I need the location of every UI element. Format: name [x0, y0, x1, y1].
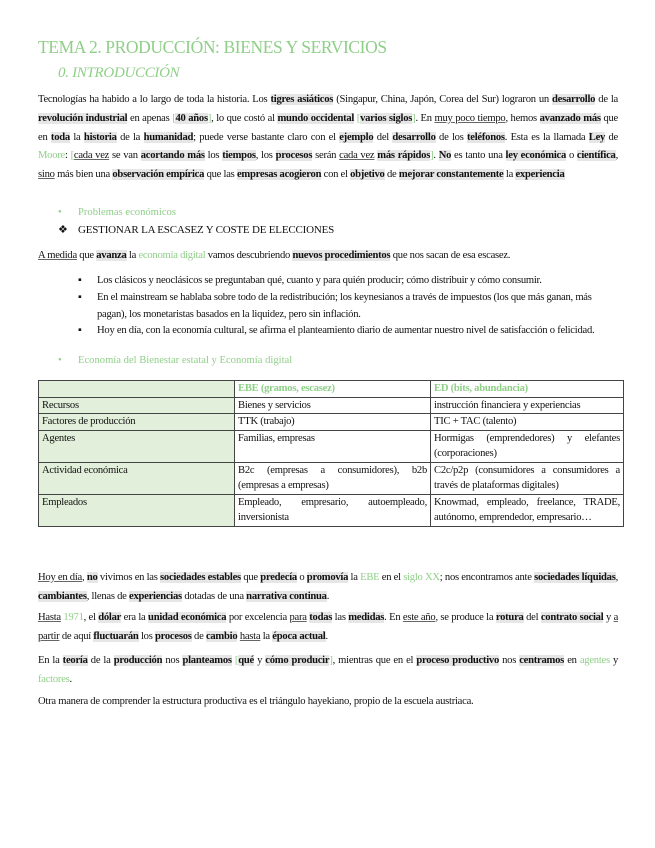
- text-run: nos: [162, 655, 183, 666]
- bold-term: experiencia: [515, 169, 565, 181]
- text-run: y: [609, 655, 619, 666]
- bold-term: fluctuarán: [93, 630, 139, 642]
- bullet-heading: [58, 207, 176, 218]
- table-row: [39, 430, 624, 462]
- bold-term: humanidad: [143, 131, 194, 143]
- underlined-text: este año: [402, 612, 436, 623]
- underlined-text: a partir: [38, 612, 619, 642]
- bold-term: avanzado más: [539, 112, 601, 124]
- text-run: se van: [109, 150, 141, 162]
- table-cell: TTK (trabajo): [235, 414, 431, 431]
- text-run: que: [240, 572, 261, 583]
- bold-term: ley económica: [505, 150, 567, 162]
- text-run: ; puede verse bastante claro con el: [193, 131, 340, 143]
- text-run: de aquí: [59, 630, 94, 642]
- highlighted-term: agentes: [579, 655, 610, 666]
- text-run: .: [325, 630, 328, 642]
- text-run: de: [605, 131, 618, 143]
- bold-term: cómo producir: [265, 655, 330, 666]
- bold-term: procesos: [275, 150, 313, 162]
- bold-term: desarrollo: [552, 94, 596, 105]
- text-run: la: [348, 572, 361, 583]
- text-run: la: [69, 131, 84, 143]
- square-bullet-icon: ▪: [78, 325, 82, 336]
- bold-term: teoría: [62, 655, 88, 666]
- text-run: , mientras que en el: [332, 655, 417, 666]
- table-row: [39, 414, 624, 431]
- table-cell: Agentes: [39, 430, 235, 462]
- underlined-text: cada vez: [339, 150, 375, 162]
- text-run: de: [191, 630, 206, 642]
- table-header-cell: EBE (gramos, escasez): [235, 381, 431, 398]
- highlighted-term: [: [356, 112, 361, 124]
- diamond-bullet-icon: ❖: [58, 224, 68, 236]
- text-run: que en: [38, 112, 618, 143]
- highlighted-term: factores: [38, 673, 70, 685]
- table-row: [39, 494, 624, 526]
- table-cell: Familias, empresas: [235, 430, 431, 462]
- text-run: .: [69, 673, 72, 685]
- bold-term: revolución industrial: [38, 112, 128, 124]
- list-item-text: Hoy en día, con la economía cultural, se afirma el planteamiento diario de aumentar nuestro nivel de satisfacción o felicidad.: [97, 325, 595, 336]
- text-run: con el: [321, 169, 351, 181]
- text-run: o: [296, 572, 307, 583]
- bullet-heading: [58, 355, 292, 366]
- text-run: en: [564, 655, 580, 666]
- table-cell: C2c/p2p (consumidores a consumidores a través de plataformas digitales): [431, 462, 624, 494]
- text-run: , el: [83, 612, 99, 623]
- bullet-icon: •: [58, 207, 62, 218]
- bold-term: desarrollo: [392, 131, 436, 143]
- text-run: de los: [435, 131, 467, 143]
- bold-term: empresas acogieron: [236, 169, 322, 181]
- bold-term: contrato social: [540, 612, 604, 623]
- bold-term: mundo occidental: [277, 112, 355, 124]
- table-cell: Empleado, empresario, autoempleado, inversionista: [235, 494, 431, 526]
- paragraph-hayek: Otra manera de comprender la estructura productiva es el triángulo hayekiano, propio de la escuela austriaca.: [38, 696, 474, 707]
- table-row: [39, 462, 624, 494]
- list-item: [78, 273, 616, 290]
- text-run: vivimos en las: [97, 572, 161, 583]
- bold-term: objetivo: [350, 169, 385, 181]
- table-cell: Actividad económica: [39, 462, 235, 494]
- text-run: .: [326, 590, 330, 602]
- underlined-text: A medida: [38, 250, 77, 261]
- bold-term: predecía: [260, 572, 297, 583]
- bold-term: teléfonos: [467, 131, 505, 143]
- text-run: más bien una: [54, 169, 113, 181]
- text-run: Tecnologías ha habido a lo largo de toda la historia. Los: [38, 94, 271, 105]
- bold-term: mejorar constantemente: [398, 169, 504, 181]
- bold-term: 40 años: [175, 112, 208, 124]
- highlighted-term: [: [172, 112, 176, 124]
- text-run: . Esta es la llamada: [504, 131, 589, 143]
- bold-term: Ley: [588, 131, 606, 143]
- bold-term: medidas: [348, 612, 385, 623]
- text-run: de: [384, 169, 399, 181]
- table-cell: Recursos: [39, 397, 235, 414]
- bold-term: No: [438, 150, 452, 162]
- bold-term: sociedades líquidas: [534, 572, 616, 583]
- highlighted-term: 1971: [63, 612, 84, 623]
- bold-term: proceso productivo: [416, 655, 499, 666]
- text-run: de la: [116, 131, 144, 143]
- bullet-label: Economía del Bienestar estatal y Economía digital: [78, 355, 293, 366]
- bold-term: rotura: [495, 612, 524, 623]
- text-run: ,: [82, 572, 87, 583]
- text-run: la: [126, 250, 139, 261]
- bold-term: varios siglos: [360, 112, 413, 124]
- table-cell: Empleados: [39, 494, 235, 526]
- diamond-heading: [58, 223, 334, 236]
- highlighted-term: [: [234, 655, 239, 666]
- text-run: de la: [87, 655, 114, 666]
- table-cell: instrucción financiera y experiencias: [431, 397, 624, 414]
- highlighted-term: ]: [207, 112, 212, 124]
- bold-term: tiempos: [222, 150, 256, 162]
- text-run: . En: [415, 112, 435, 124]
- underlined-text: hasta: [239, 630, 261, 642]
- text-run: era la: [121, 612, 149, 623]
- text-run: la: [260, 630, 273, 642]
- text-run: , se produce la: [435, 612, 496, 623]
- bold-term: experiencias: [129, 590, 182, 602]
- bold-term: sociedades estables: [160, 572, 241, 583]
- bold-term: planteamos: [182, 655, 232, 666]
- bold-term: promovía: [306, 572, 349, 583]
- text-run: , los: [255, 150, 276, 162]
- paragraph-production-theory: [38, 652, 618, 690]
- text-run: por excelencia: [226, 612, 290, 623]
- table-cell: Hormigas (emprendedores) y elefantes (corporaciones): [431, 430, 624, 462]
- text-run: y: [603, 612, 614, 623]
- text-run: ,: [615, 150, 618, 162]
- text-run: los: [138, 630, 155, 642]
- document-title: TEMA 2. PRODUCCIÓN: BIENES Y SERVICIOS: [38, 37, 387, 57]
- table-header-row: [39, 381, 624, 398]
- table-row: [39, 397, 624, 414]
- highlighted-term: [: [70, 150, 74, 162]
- text-run: nos: [499, 655, 520, 666]
- highlighted-term: economía digital: [138, 250, 206, 261]
- bold-term: qué: [238, 655, 254, 666]
- text-run: (Singapur, China, Japón, Corea del Sur) lograron un: [333, 94, 552, 105]
- text-run: que nos sacan de esa escasez.: [390, 250, 511, 261]
- text-run: los: [204, 150, 223, 162]
- bold-term: nuevos procedimientos: [292, 250, 391, 261]
- text-run: ; nos encontramos ante: [439, 572, 535, 583]
- bold-term: producción: [113, 655, 163, 666]
- table-header-cell: ED (bits, abundancia): [431, 381, 624, 398]
- bold-term: avanza: [96, 250, 127, 261]
- bullet-icon: •: [58, 355, 62, 366]
- bold-term: procesos: [154, 630, 192, 642]
- diamond-label: GESTIONAR LA ESCASEZ Y COSTE DE ELECCIONES: [78, 224, 335, 236]
- paragraph-societies: [38, 569, 618, 607]
- text-run: de la: [595, 94, 618, 105]
- text-run: en apenas: [127, 112, 173, 124]
- text-run: serán: [312, 150, 340, 162]
- text-run: , hemos: [505, 112, 540, 124]
- text-run: dotadas de una: [181, 590, 247, 602]
- underlined-text: para: [289, 612, 307, 623]
- text-run: que: [76, 250, 97, 261]
- table-cell: Factores de producción: [39, 414, 235, 431]
- paragraph-1971: [38, 609, 618, 647]
- comparison-table: [38, 380, 624, 527]
- underlined-text: Hasta: [38, 612, 61, 623]
- bold-term: más rápidos: [377, 150, 431, 162]
- text-run: la: [503, 169, 516, 181]
- bold-term: unidad económica: [148, 612, 227, 623]
- list-item: [78, 323, 616, 340]
- text-run: del: [523, 612, 541, 623]
- table-cell: Bienes y servicios: [235, 397, 431, 414]
- text-run: .: [433, 150, 439, 162]
- bold-term: no: [86, 572, 98, 583]
- underlined-text: cada vez: [73, 150, 110, 162]
- bold-term: científica: [576, 150, 616, 162]
- square-bullet-icon: ▪: [78, 292, 82, 303]
- list-item: [78, 290, 616, 323]
- square-bullet-icon: ▪: [78, 275, 82, 286]
- bold-term: acortando más: [140, 150, 205, 162]
- bold-term: historia: [83, 131, 117, 143]
- bold-term: narrativa continua: [246, 590, 327, 602]
- table-cell: TIC + TAC (talento): [431, 414, 624, 431]
- bold-term: observación empírica: [112, 169, 205, 181]
- text-run: ,: [615, 572, 618, 583]
- text-run: y: [253, 655, 266, 666]
- text-run: :: [65, 150, 71, 162]
- paragraph-intro: [38, 91, 618, 185]
- highlighted-term: Moore: [38, 150, 65, 162]
- text-run: , lo que costó al: [211, 112, 278, 124]
- text-run: En la: [38, 655, 63, 666]
- text-run: , llenas de: [86, 590, 130, 602]
- text-run: es tanto una: [451, 150, 506, 162]
- bold-term: toda: [50, 131, 70, 143]
- bold-term: tigres asiáticos: [270, 94, 334, 105]
- table-header-cell: [39, 381, 235, 398]
- underlined-text: sino: [38, 169, 55, 181]
- text-run: en el: [379, 572, 404, 583]
- bold-term: cambiantes: [38, 590, 87, 602]
- bold-term: todas: [309, 612, 333, 623]
- text-run: o: [566, 150, 577, 162]
- text-run: vamos descubriendo: [205, 250, 293, 261]
- bold-term: dólar: [98, 612, 122, 623]
- table-cell: B2c (empresas a consumidores), b2b (empresas a empresas): [235, 462, 431, 494]
- text-run: que las: [204, 169, 237, 181]
- bullet-label: Problemas económicos: [78, 207, 176, 218]
- list-item-text: En el mainstream se hablaba sobre todo de la redistribución; los keynesianos a través de impuestos (los que más ganan, más pagan), los monetaristas basados en la liquidez, pero sin inflación.: [97, 292, 592, 320]
- bold-term: ejemplo: [339, 131, 374, 143]
- section-heading: 0. INTRODUCCIÓN: [58, 65, 180, 81]
- bold-term: cambio: [205, 630, 238, 642]
- highlighted-term: ]: [329, 655, 333, 666]
- underlined-text: Hoy en día: [38, 572, 82, 583]
- bold-term: época actual: [272, 630, 326, 642]
- paragraph-digital: [38, 247, 618, 266]
- table-cell: Knowmad, empleado, freelance, TRADE, autónomo, emprendedor, empresario…: [431, 494, 624, 526]
- highlighted-term: EBE: [360, 572, 380, 583]
- bold-term: centramos: [519, 655, 565, 666]
- text-run: . En: [384, 612, 403, 623]
- list-item-text: Los clásicos y neoclásicos se preguntaban qué, cuanto y para quién producir; cómo distribuir y cómo consumir.: [97, 275, 542, 286]
- highlighted-term: siglo XX: [403, 572, 440, 583]
- highlighted-term: ]: [430, 150, 434, 162]
- text-run: del: [373, 131, 393, 143]
- highlighted-term: ]: [412, 112, 416, 124]
- underlined-text: muy poco tiempo: [434, 112, 506, 124]
- text-run: las: [332, 612, 349, 623]
